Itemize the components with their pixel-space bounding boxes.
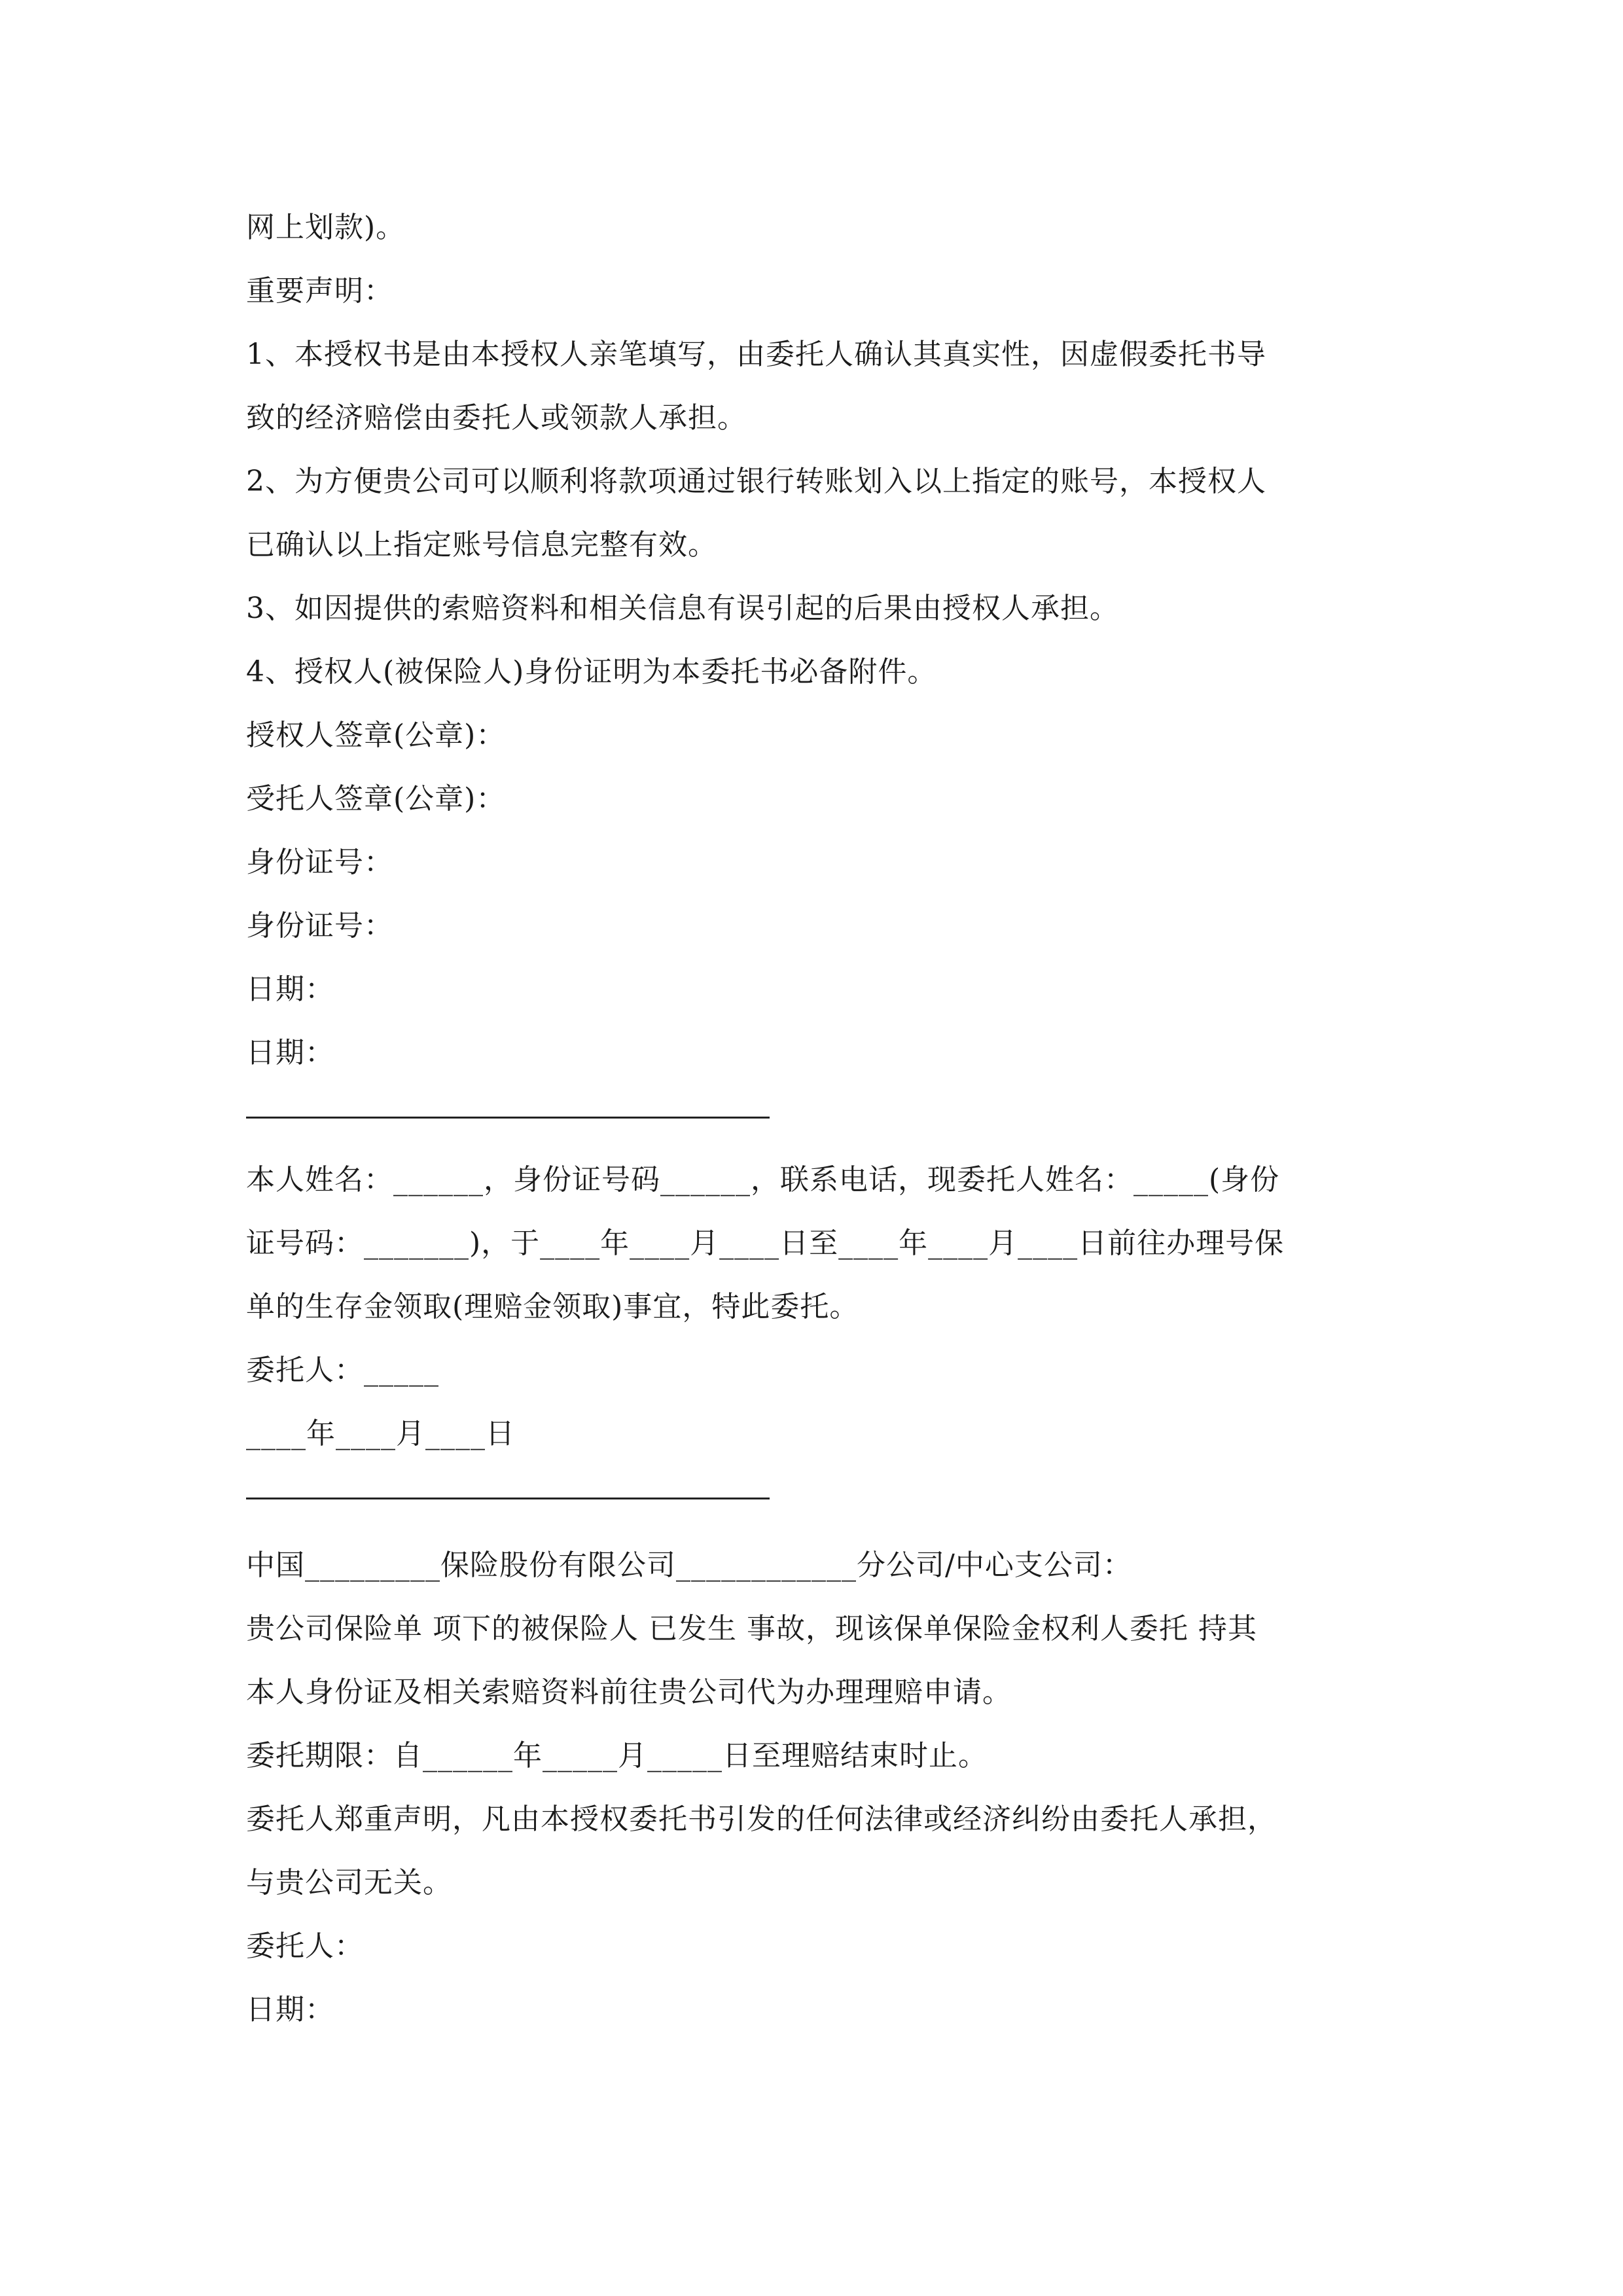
notice-item-3: 3、如因提供的索赔资料和相关信息有误引起的后果由授权人承担。 xyxy=(246,592,1119,625)
authorizer-signature-label: 授权人签章(公章)： xyxy=(246,719,506,752)
notice-item-1: 1、本授权书是由本授权人亲笔填写，由委托人确认其真实性，因虚假委托书导 xyxy=(246,338,1266,371)
delegation-text-line: 本人姓名：______，身份证号码______，联系电话，现委托人姓名：_____(身份 xyxy=(246,1163,1280,1196)
date-label: 日期： xyxy=(246,973,334,1006)
heading-important-notice: 重要声明： xyxy=(246,274,393,308)
date-blank-line: ____年____月____日 xyxy=(246,1417,515,1450)
declaration-line: 委托人郑重声明，凡由本授权委托书引发的任何法律或经济纠纷由委托人承担， xyxy=(246,1803,1277,1836)
delegation-text-line: 证号码：_______)，于____年____月____日至____年____月____日前往办理号保 xyxy=(246,1227,1285,1260)
delegation-period: 委托期限：自______年_____月_____日至理赔结束时止。 xyxy=(246,1739,988,1772)
declaration-line-cont: 与贵公司无关。 xyxy=(246,1866,452,1899)
delegator-label: 委托人：_____ xyxy=(246,1354,439,1387)
delegator-label: 委托人： xyxy=(246,1929,364,1963)
trustee-signature-label: 受托人签章(公章)： xyxy=(246,782,506,816)
date-label: 日期： xyxy=(246,1993,334,2026)
letter-body-line: 贵公司保险单 项下的被保险人 已发生 事故，现该保单保险金权利人委托 持其 xyxy=(246,1612,1257,1645)
notice-item-4: 4、授权人(被保险人)身份证明为本委托书必备附件。 xyxy=(246,655,937,689)
section-divider xyxy=(246,1117,770,1119)
notice-item-2-cont: 已确认以上指定账号信息完整有效。 xyxy=(246,528,717,562)
date-label: 日期： xyxy=(246,1036,334,1069)
notice-item-2: 2、为方便贵公司可以顺利将款项通过银行转账划入以上指定的账号，本授权人 xyxy=(246,465,1266,498)
id-number-label: 身份证号： xyxy=(246,846,393,879)
section-divider xyxy=(246,1498,770,1499)
delegation-text-line: 单的生存金领取(理赔金领取)事宜，特此委托。 xyxy=(246,1290,859,1323)
letter-body-line: 本人身份证及相关索赔资料前往贵公司代为办理理赔申请。 xyxy=(246,1676,1012,1709)
letter-addressee: 中国_________保险股份有限公司____________分公司/中心支公司： xyxy=(246,1549,1132,1582)
notice-item-1-cont: 致的经济赔偿由委托人或领款人承担。 xyxy=(246,401,747,435)
text-line: 网上划款)。 xyxy=(246,211,406,244)
id-number-label: 身份证号： xyxy=(246,909,393,942)
